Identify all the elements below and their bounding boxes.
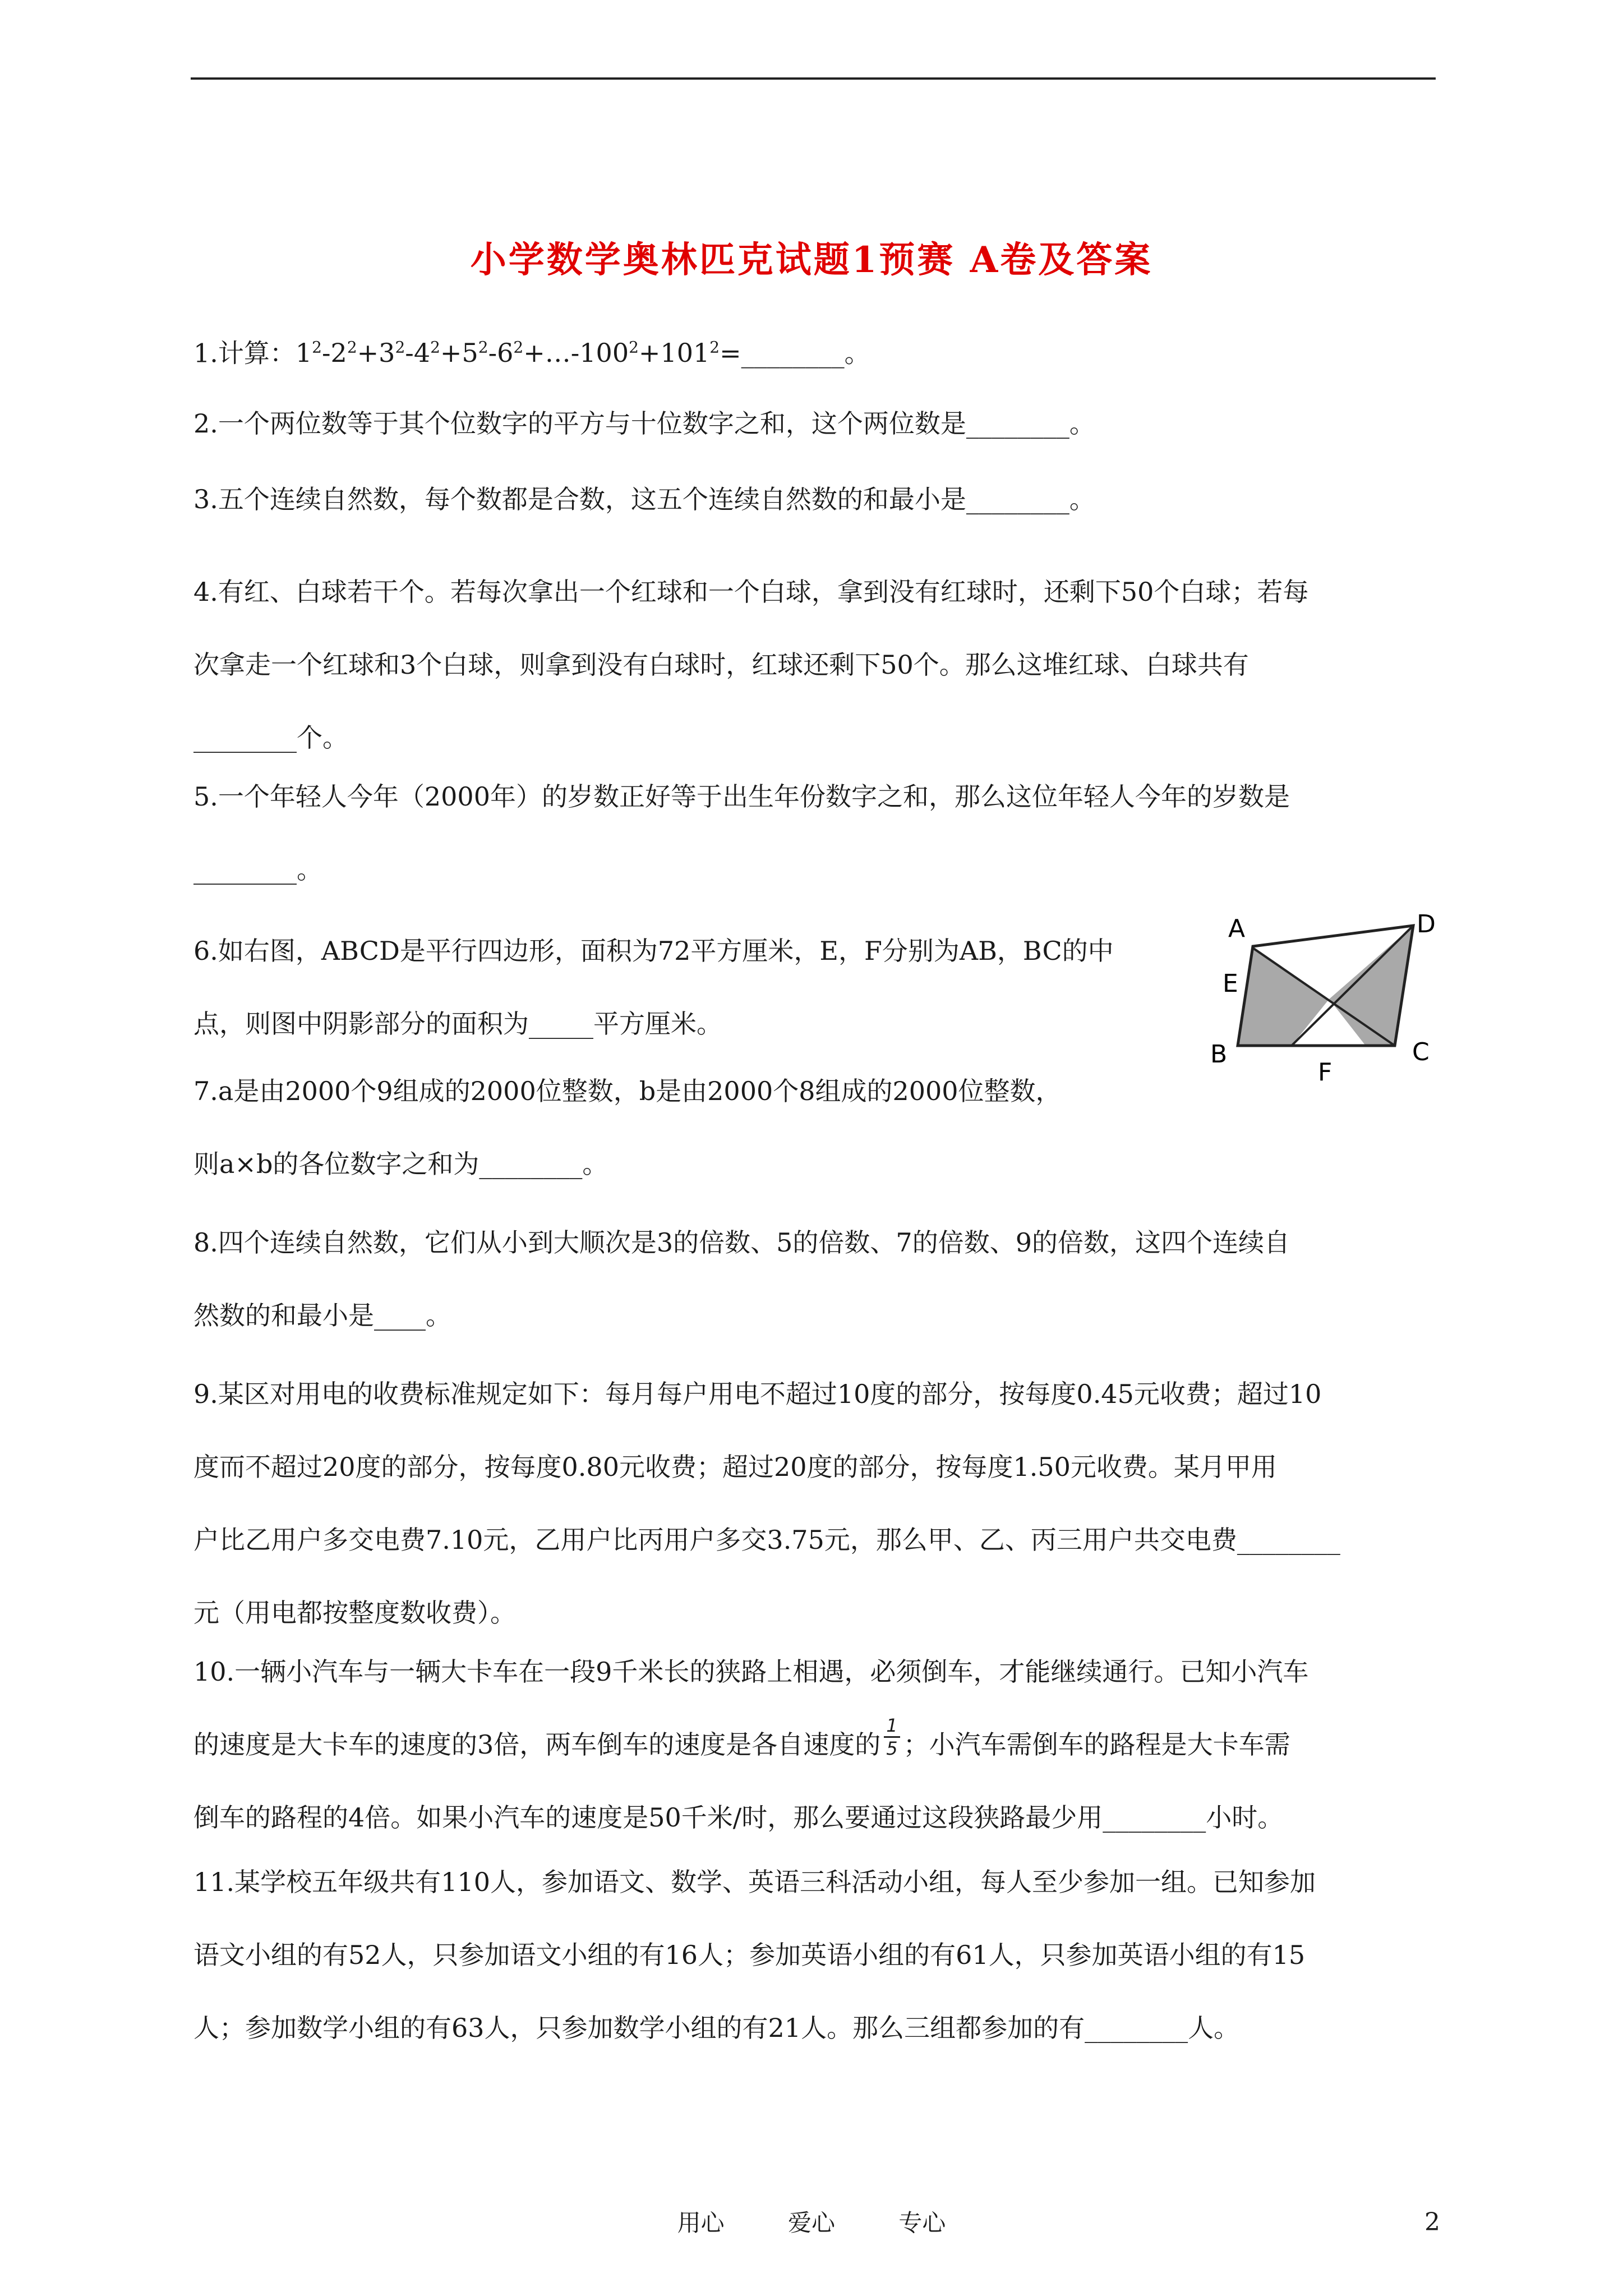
page-title: 小学数学奥林匹克试题1预赛 A卷及答案 xyxy=(470,239,1153,281)
parallelogram-figure xyxy=(1206,909,1453,1088)
question-11: 11.某学校五年级共有110人，参加语文、数学、英语三科活动小组，每人至少参加一组。已知参加 语文小组的有52人，只参加语文小组的有16人；参加英语小组的有61人，只参加英语小组的有15 人；参加数学小组的有63人，只参加数学小组的有21人。那么三组都参加的有________人。 xyxy=(193,1867,1316,2043)
page-number: 2 xyxy=(1424,2208,1440,2237)
label-e: E xyxy=(1223,969,1238,998)
page-footer: 用心 爱心 专心 xyxy=(677,2209,946,2237)
question-9: 9.某区对用电的收费标准规定如下：每月每户用电不超过10度的部分，按每度0.45元收费；超过10 度而不超过20度的部分，按每度0.80元收费；超过20度的部分，按每度1.50元收费。某月甲用 户比乙用户多交电费7.10元，乙用户比丙用户多交3.75元，那么甲、乙、丙三用户共交电费________ 元（用电都按整度数收费）。 xyxy=(193,1379,1340,1628)
question-5: 5.一个年轻人今年（2000年）的岁数正好等于出生年份数字之和，那么这位年轻人今年的岁数是 ________。 xyxy=(193,781,1290,885)
question-4: 4.有红、白球若干个。若每次拿出一个红球和一个白球，拿到没有红球时，还剩下50个白球；若每 次拿走一个红球和3个白球，则拿到没有白球时，红球还剩下50个。那么这堆红球、白球共有 ________个。 xyxy=(193,577,1309,753)
question-1 xyxy=(193,311,1438,389)
shaded-region-right xyxy=(1329,926,1413,1046)
question-3: 3.五个连续自然数，每个数都是合数，这五个连续自然数的和最小是________。 xyxy=(193,484,1095,514)
label-b: B xyxy=(1210,1040,1228,1069)
parallelogram-diagram xyxy=(1206,909,1453,1088)
label-a: A xyxy=(1228,914,1246,943)
label-d: D xyxy=(1417,910,1436,938)
question-10: 10.一辆小汽车与一辆大卡车在一段9千米长的狭路上相遇，必须倒车，才能继续通行。已知小汽车 的速度是大卡车的速度的3倍，两车倒车的速度是各自速度的 $\frac{1}{5}$ ；小汽车需倒车的路程是大卡车需 倒车的路程的4倍。如果小汽车的速度是50千米/时，那么要通过这段狭路最少用________小时。 xyxy=(193,1657,1309,1833)
q1-prefix: 1.计算： xyxy=(193,338,296,369)
question-8: 8.四个连续自然数，它们从小到大顺次是3的倍数、5的倍数、7的倍数、9的倍数，这四个连续自 然数的和最小是____。 xyxy=(193,1227,1290,1331)
label-c: C xyxy=(1412,1038,1430,1066)
header-rule xyxy=(191,77,1436,80)
q1-expression: $1^2-2^2+3^2-4^2+5^2-6^2+\dots-100^2+101^2$ xyxy=(295,338,720,369)
segment-ed xyxy=(1253,926,1413,946)
fraction-one-fifth: $\frac{1}{5}$ xyxy=(884,1715,900,1759)
question-2: 2.一个两位数等于其个位数字的平方与十位数字之和，这个两位数是________。 xyxy=(193,408,1095,439)
question-7: 7.a是由2000个9组成的2000位整数，b是由2000个8组成的2000位整数， 则a×b的各位数字之和为________。 xyxy=(193,1076,1062,1179)
label-f: F xyxy=(1318,1058,1332,1087)
q1-answer-blank: =________。 xyxy=(720,338,870,369)
question-6: 6.如右图，ABCD是平行四边形，面积为72平方厘米，E，F分别为AB，BC的中 点，则图中阴影部分的面积为_____平方厘米。 xyxy=(193,936,1114,1039)
